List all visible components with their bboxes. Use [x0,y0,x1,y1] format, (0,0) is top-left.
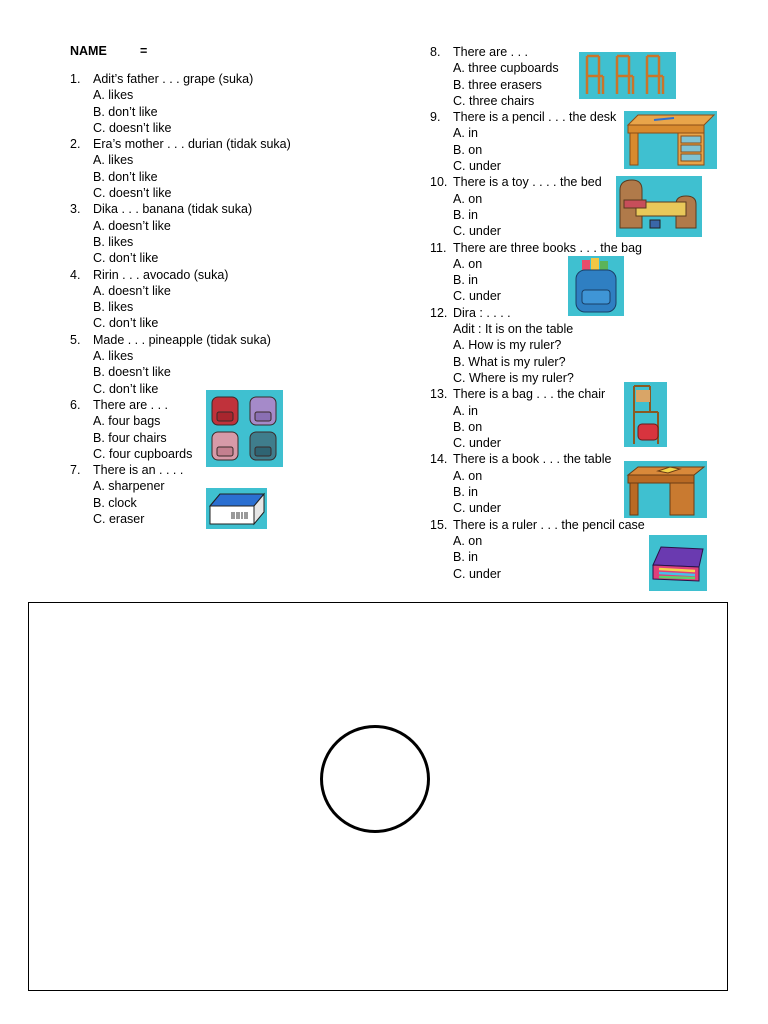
question-number: 7. [70,463,81,478]
question-12 [430,305,574,386]
question-number: 9. [430,110,441,125]
question-stem: Dira : . . . . [453,305,511,320]
option-c: C. under [453,159,501,174]
option-b: B. on [453,419,483,434]
option-b: B. likes [93,300,134,315]
option-b: B. doesn’t like [93,365,171,380]
question-number: 6. [70,397,81,412]
dialogue-line: Adit : It is on the table [453,322,574,337]
circle-shape [320,725,430,833]
question-stem: There is a ruler . . . the pencil case [453,517,645,532]
option-a: A. on [453,191,483,206]
question-number: 3. [70,202,81,217]
four-bags-image [206,390,283,467]
option-c: C. eraser [93,512,145,527]
option-b: B. likes [93,234,134,249]
question-number: 2. [70,137,81,152]
option-c: C. under [453,289,501,304]
option-a: A. likes [93,349,134,364]
eraser-image [206,488,267,529]
question-stem: Dika . . . banana (tidak suka) [93,202,253,217]
question-4 [70,267,229,332]
option-b: B. don’t like [93,169,158,184]
option-a: A. doesn’t like [93,283,171,298]
bed-with-toy-image [616,176,702,237]
question-13 [430,386,606,451]
name-equals: = [140,44,148,58]
option-a: A. on [453,468,483,483]
option-b: B. What is my ruler? [453,354,566,369]
option-a: A. sharpener [93,479,165,494]
option-a: A. likes [93,88,134,103]
option-a: A. in [453,403,479,418]
question-1 [70,71,254,136]
question-9 [430,109,617,174]
option-b: B. in [453,207,479,222]
option-a: A. in [453,126,479,141]
question-stem: Adit’s father . . . grape (suka) [93,72,254,86]
question-number: 1. [70,72,81,86]
option-a: A. How is my ruler? [453,338,562,353]
option-a: A. four bags [93,414,161,429]
option-c: C. under [453,224,501,239]
question-7 [70,462,192,527]
option-c: C. don’t like [93,381,159,396]
question-number: 8. [430,45,441,59]
option-b: B. in [453,273,479,288]
question-10 [430,174,602,239]
option-c: C. under [453,566,501,581]
option-b: B. in [453,485,479,500]
option-b: B. three erasers [453,77,542,92]
question-number: 15. [430,517,448,532]
name-line [70,44,148,58]
option-b: B. don’t like [93,104,158,119]
option-c: C. three chairs [453,93,535,108]
option-a: A. doesn’t like [93,218,171,233]
option-b: B. in [453,550,479,565]
three-chairs-image [579,52,676,99]
option-b: B. clock [93,495,137,510]
option-a: A. on [453,533,483,548]
question-3 [70,201,253,266]
question-number: 4. [70,267,81,282]
question-stem: Era’s mother . . . durian (tidak suka) [93,137,291,152]
question-stem: There is a pencil . . . the desk [453,110,617,125]
question-14 [430,451,612,516]
option-a: A. likes [93,153,134,168]
question-number: 14. [430,452,448,467]
bag-with-books-image [568,256,624,316]
question-15 [430,517,645,582]
option-b: B. four chairs [93,430,167,445]
option-c: C. Where is my ruler? [453,370,574,385]
right-question-column [430,44,645,582]
bag-under-chair-image [624,382,667,447]
question-number: 13. [430,387,448,402]
question-6 [70,397,192,462]
question-stem: There is a bag . . . the chair [453,387,606,402]
question-5 [70,332,271,397]
question-11 [430,240,643,305]
question-2 [70,136,291,201]
pencil-case-image [649,535,707,591]
left-question-column [70,71,291,527]
question-number: 12. [430,305,448,320]
question-stem: There is a book . . . the table [453,452,612,467]
name-label: NAME [70,44,107,58]
question-number: 5. [70,332,81,347]
question-number: 11. [430,240,447,255]
option-c: C. doesn’t like [93,120,172,135]
question-stem: There is a toy . . . . the bed [453,175,602,190]
question-stem: There are . . . [93,397,169,412]
option-a: A. on [453,256,483,271]
question-stem: There are . . . [453,45,529,59]
option-c: C. doesn’t like [93,186,172,201]
question-8 [430,44,574,109]
option-b: B. on [453,142,483,157]
option-c: C. under [453,436,501,451]
question-stem: There are three books . . . the bag [453,240,643,255]
option-c: C. don’t like [93,316,159,331]
option-a: A. three cupboards [453,61,559,76]
question-stem: Ririn . . . avocado (suka) [93,267,229,282]
option-c: C. don’t like [93,251,159,266]
option-c: C. four cupboards [93,446,193,461]
question-stem: There is an . . . . [93,463,184,478]
question-stem: Made . . . pineapple (tidak suka) [93,332,271,347]
question-number: 10. [430,175,448,190]
option-c: C. under [453,501,501,516]
book-on-table-image [624,461,707,518]
desk-with-pencil-image [624,111,717,169]
